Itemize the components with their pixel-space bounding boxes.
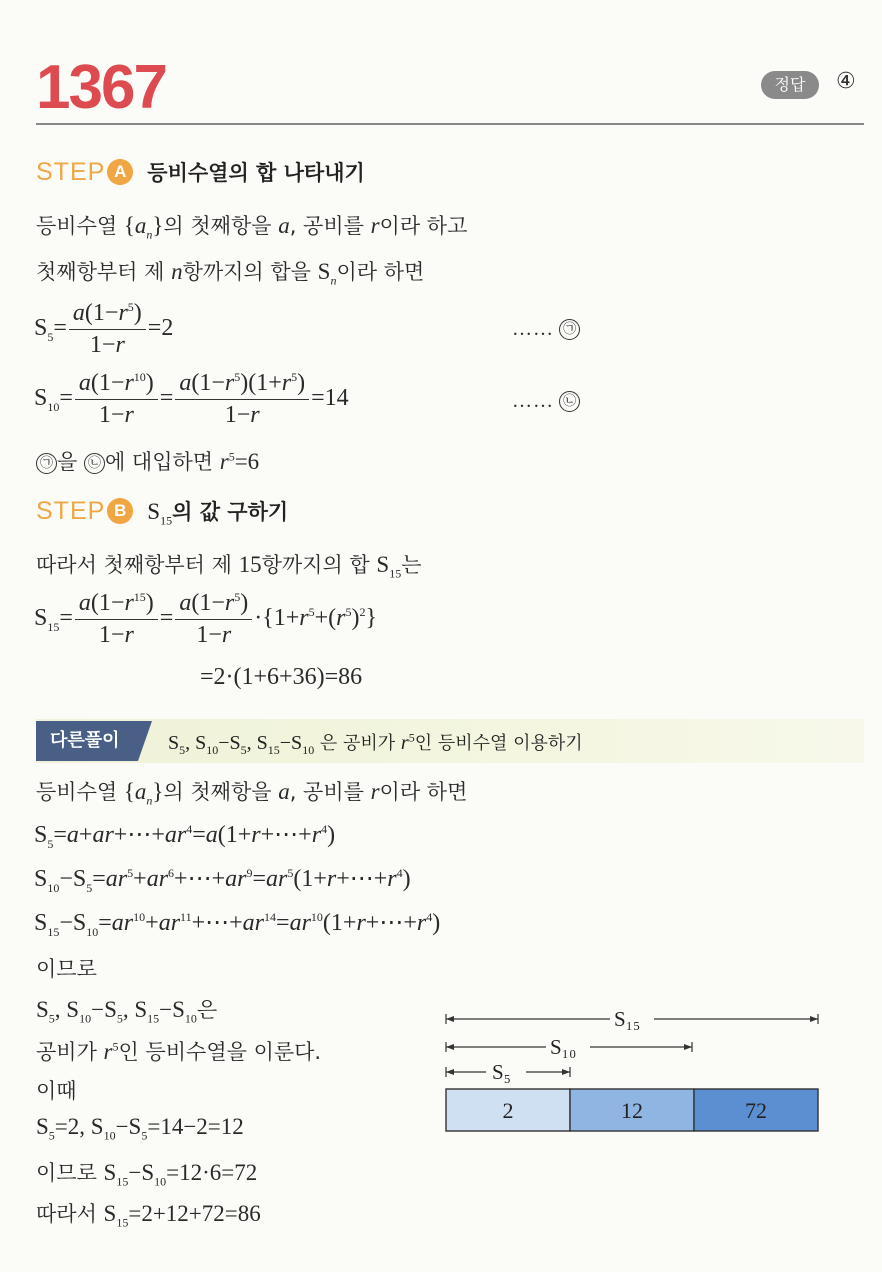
equation-2-marker: …… ㉡ (512, 390, 580, 413)
header-divider (36, 123, 864, 125)
alt-equation-3: $S_{15}-S_{10}=ar^{10}+ar^{11}+\cdots+ar^{14}=ar^{10}(1+r+\cdots+r^4)$ (34, 910, 441, 939)
step-b-label: STEP (36, 497, 106, 525)
alt-therefore: 이므로 (36, 957, 97, 981)
step-b-header: STEP B $S_{15}$의 값 구하기 (36, 497, 289, 528)
step-a-letter: A (107, 159, 133, 185)
diagram-segment-value-1: 2 (502, 1098, 514, 1123)
step-a-conclusion: ㉠ 을 ㉡ 에 대입하면 $r^5=6$ (36, 446, 259, 476)
step-a-label: STEP (36, 158, 106, 186)
step-a-intro-line-1: 등비수열 $\{a_n\}$의 첫째항을 a, 공비를 r이라 하고 (36, 213, 468, 242)
alt-values-line: $S_5=2$, $S_{10}-S_5=14-2=12$ (36, 1114, 244, 1143)
answer-badge: 정답 (761, 71, 819, 99)
alt-sequence-line: $S_5$, $S_{10}-S_5$, $S_{15}-S_{10}$은 (36, 997, 218, 1026)
equation-s10: $S_{10}=$ $\frac{a(1-r^{10})}{1-r}$ = $\frac{a(1-r^5)(1+r^5)}{1-r}$ =14 (34, 370, 349, 428)
answer-value: ④ (836, 69, 856, 94)
diagram-label-s10: S₁₀ (550, 1035, 577, 1059)
equation-s15-result: =2·(1+6+36)=86 (200, 664, 363, 690)
problem-number: 1367 (36, 53, 166, 122)
diagram-segment-value-3: 72 (745, 1098, 767, 1123)
alt-ratio-line: 공비가 $r^5$인 등비수열을 이룬다. (36, 1039, 322, 1064)
step-b-letter: B (107, 498, 133, 524)
step-b-intro: 따라서 첫째항부터 제 15항까지의 합 $S_{15}$는 (36, 552, 422, 581)
alt-solution-tag: 다른풀이 (36, 721, 138, 761)
alt-intro: 등비수열 $\{a_n\}$의 첫째항을 a, 공비를 r이라 하면 (36, 779, 468, 808)
step-b-title: 의 값 구하기 (172, 500, 289, 524)
diagram-label-s5: S₅ (492, 1060, 512, 1084)
alt-equation-2: $S_{10}-S_5=ar^5+ar^6+\cdots+ar^9=ar^5(1+r+\cdots+r^4)$ (34, 866, 411, 895)
equation-s15: $S_{15}=$ $\frac{a(1-r^{15})}{1-r}$ = $\frac{a(1-r^5)}{1-r}$ $\cdot\{1+r^5+(r^5)^2\}$ (34, 590, 377, 648)
alt-s15-diff-line: 이므로 $S_{15}-S_{10}=12\cdot 6=72$ (36, 1160, 258, 1189)
alt-equation-1: $S_5=a+ar+\cdots+ar^4=a(1+r+\cdots+r^4)$ (34, 822, 336, 851)
diagram-segment-value-2: 12 (621, 1098, 643, 1123)
equation-1-marker: …… ㉠ (512, 318, 580, 341)
step-a-intro-line-2: 첫째항부터 제 n항까지의 합을 $S_n$이라 하면 (36, 259, 425, 288)
partial-sum-diagram (440, 1003, 830, 1143)
step-a-header (36, 157, 365, 187)
equation-s5: $S_5=$ $\frac{a(1-r^5)}{1-r}$ =2 (34, 300, 174, 358)
alt-solution-title: $S_5$, $S_{10}-S_5$, $S_{15}-S_{10}$ 은 공비가 $r^5$인 등비수열 이용하기 (168, 730, 583, 757)
step-a-title: 등비수열의 합 나타내기 (147, 161, 365, 185)
diagram-label-s15: S₁₅ (614, 1007, 641, 1031)
alt-then: 이때 (36, 1079, 77, 1103)
alt-final-line: 따라서 $S_{15}=2+12+72=86$ (36, 1201, 261, 1230)
